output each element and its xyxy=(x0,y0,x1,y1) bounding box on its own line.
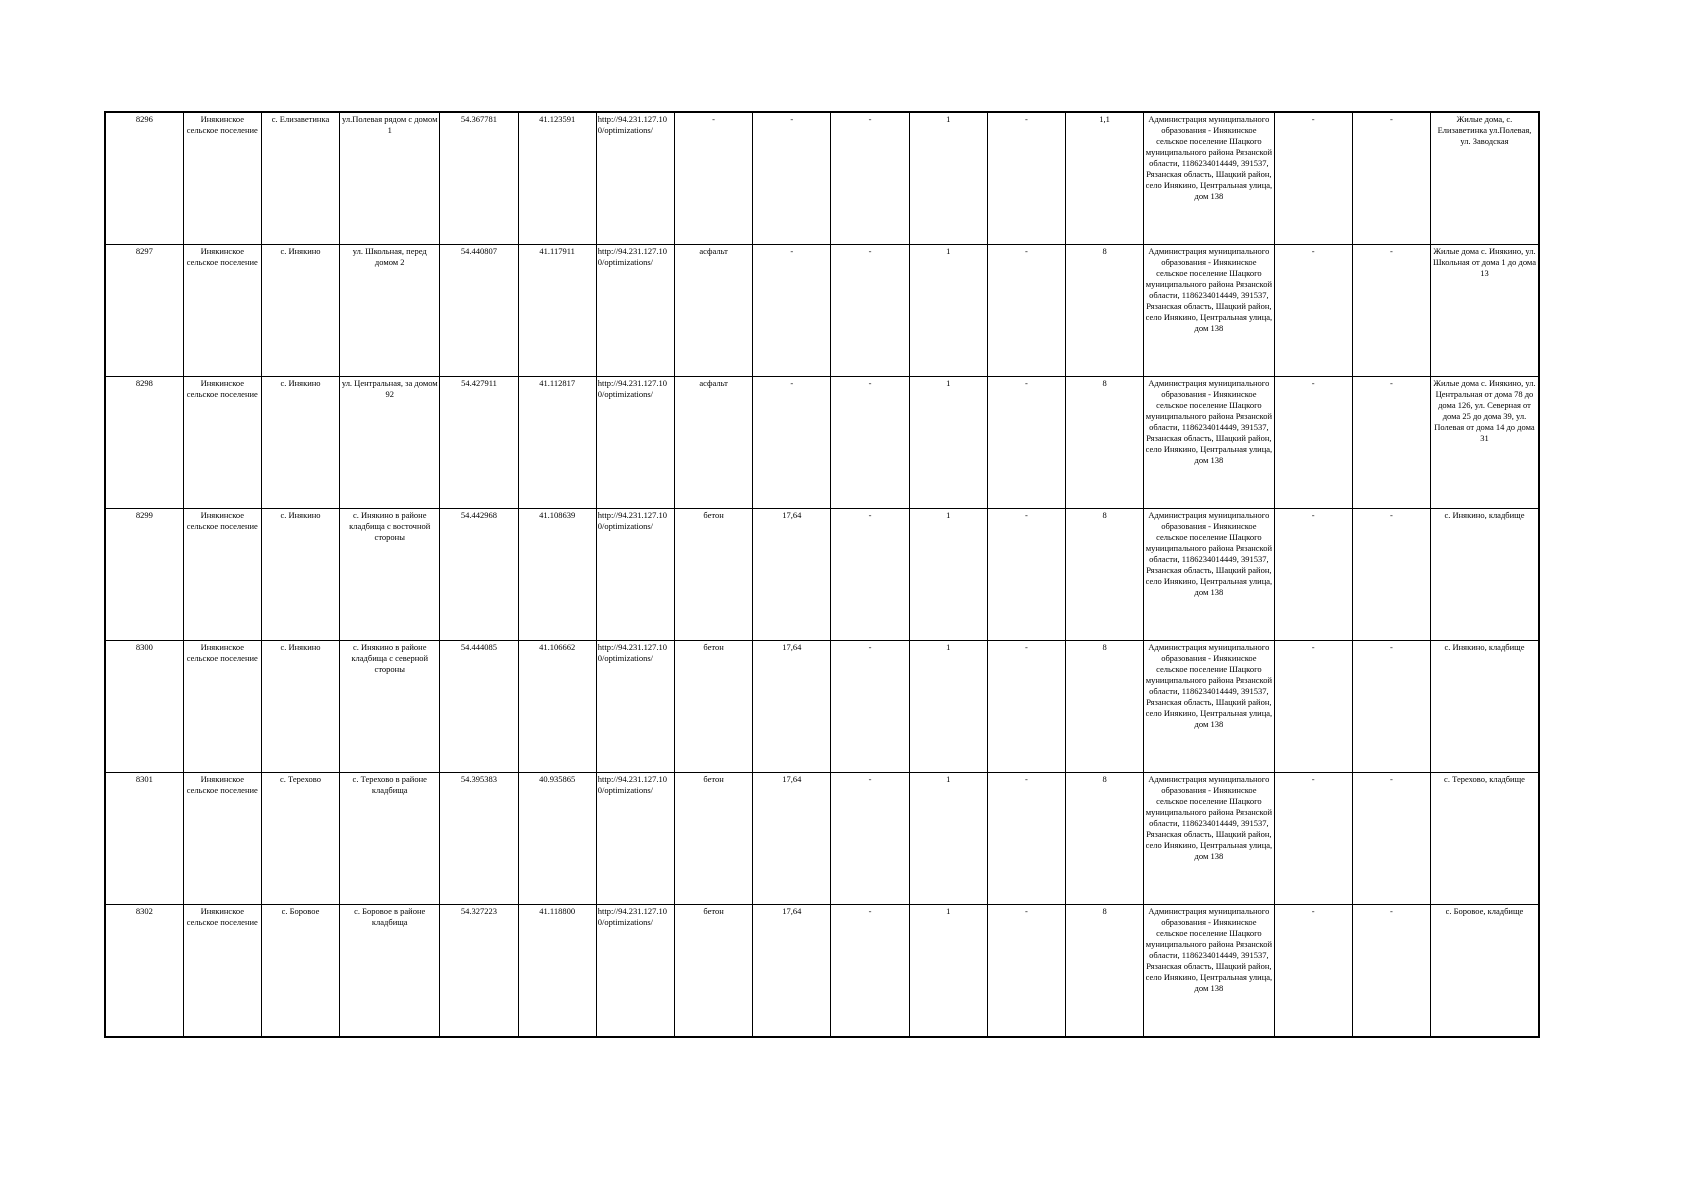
cell-col10: - xyxy=(831,245,909,377)
cell-latitude: 54.327223 xyxy=(440,905,518,1038)
cell-surface: - xyxy=(674,112,752,245)
cell-col10: - xyxy=(831,905,909,1038)
registry-table xyxy=(104,111,1540,1038)
cell-owner: Администрация муниципального образования - Инякинское сельское поселение Шацкого муниципального района Рязанской области, 1186234014449, 391537, Рязанская область, Шацкий район, село Инякино, Центральная улица, дом 138 xyxy=(1144,905,1274,1038)
cell-area: - xyxy=(753,245,831,377)
cell-col13: 8 xyxy=(1066,905,1144,1038)
cell-col16: - xyxy=(1352,773,1430,905)
cell-owner: Администрация муниципального образования - Инякинское сельское поселение Шацкого муниципального района Рязанской области, 1186234014449, 391537, Рязанская область, Шацкий район, село Инякино, Центральная улица, дом 138 xyxy=(1144,245,1274,377)
table-row xyxy=(105,112,1539,245)
cell-latitude: 54.427911 xyxy=(440,377,518,509)
cell-latitude: 54.367781 xyxy=(440,112,518,245)
cell-link: http://94.231.127.100/optimizations/ xyxy=(596,905,674,1038)
cell-locality: с. Инякино xyxy=(261,245,339,377)
cell-latitude: 54.442968 xyxy=(440,509,518,641)
cell-col12: - xyxy=(987,509,1065,641)
cell-col15: - xyxy=(1274,112,1352,245)
cell-col11: 1 xyxy=(909,905,987,1038)
cell-settlement: Инякинское сельское поселение xyxy=(183,773,261,905)
cell-area: 17,64 xyxy=(753,773,831,905)
cell-col16: - xyxy=(1352,377,1430,509)
cell-col13: 1,1 xyxy=(1066,112,1144,245)
cell-number: 8299 xyxy=(105,509,183,641)
cell-sources: с. Терехово, кладбище xyxy=(1430,773,1539,905)
cell-longitude: 41.123591 xyxy=(518,112,596,245)
cell-sources: Жилые дома, с. Елизаветинка ул.Полевая, ул. Заводская xyxy=(1430,112,1539,245)
cell-sources: Жилые дома с. Инякино, ул. Центральная от дома 78 до дома 126, ул. Северная от дома 25 до дома 39, ул. Полевая от дома 14 до дома 31 xyxy=(1430,377,1539,509)
cell-surface: бетон xyxy=(674,641,752,773)
cell-address: с. Терехово в районе кладбища xyxy=(340,773,440,905)
cell-area: - xyxy=(753,377,831,509)
cell-col16: - xyxy=(1352,112,1430,245)
cell-col12: - xyxy=(987,377,1065,509)
table-row xyxy=(105,641,1539,773)
cell-address: ул. Центральная, за домом 92 xyxy=(340,377,440,509)
cell-locality: с. Терехово xyxy=(261,773,339,905)
cell-col12: - xyxy=(987,773,1065,905)
cell-col16: - xyxy=(1352,641,1430,773)
cell-col11: 1 xyxy=(909,245,987,377)
cell-area: 17,64 xyxy=(753,905,831,1038)
cell-col10: - xyxy=(831,112,909,245)
cell-number: 8297 xyxy=(105,245,183,377)
cell-col15: - xyxy=(1274,773,1352,905)
table-row xyxy=(105,377,1539,509)
cell-col15: - xyxy=(1274,641,1352,773)
cell-longitude: 41.118800 xyxy=(518,905,596,1038)
cell-latitude: 54.395383 xyxy=(440,773,518,905)
cell-owner: Администрация муниципального образования - Инякинское сельское поселение Шацкого муниципального района Рязанской области, 1186234014449, 391537, Рязанская область, Шацкий район, село Инякино, Центральная улица, дом 138 xyxy=(1144,641,1274,773)
cell-locality: с. Боровое xyxy=(261,905,339,1038)
cell-col10: - xyxy=(831,509,909,641)
cell-col12: - xyxy=(987,245,1065,377)
cell-area: - xyxy=(753,112,831,245)
cell-col13: 8 xyxy=(1066,773,1144,905)
cell-sources: с. Инякино, кладбище xyxy=(1430,509,1539,641)
cell-surface: асфальт xyxy=(674,377,752,509)
cell-number: 8298 xyxy=(105,377,183,509)
cell-col10: - xyxy=(831,377,909,509)
cell-longitude: 41.108639 xyxy=(518,509,596,641)
cell-col12: - xyxy=(987,112,1065,245)
cell-owner: Администрация муниципального образования - Инякинское сельское поселение Шацкого муниципального района Рязанской области, 1186234014449, 391537, Рязанская область, Шацкий район, село Инякино, Центральная улица, дом 138 xyxy=(1144,112,1274,245)
table-row xyxy=(105,905,1539,1038)
cell-owner: Администрация муниципального образования - Инякинское сельское поселение Шацкого муниципального района Рязанской области, 1186234014449, 391537, Рязанская область, Шацкий район, село Инякино, Центральная улица, дом 138 xyxy=(1144,509,1274,641)
cell-address: ул.Полевая рядом с домом 1 xyxy=(340,112,440,245)
cell-col11: 1 xyxy=(909,112,987,245)
cell-number: 8301 xyxy=(105,773,183,905)
cell-longitude: 40.935865 xyxy=(518,773,596,905)
cell-col13: 8 xyxy=(1066,641,1144,773)
cell-locality: с. Инякино xyxy=(261,641,339,773)
cell-settlement: Инякинское сельское поселение xyxy=(183,112,261,245)
cell-col16: - xyxy=(1352,509,1430,641)
cell-sources: с. Инякино, кладбище xyxy=(1430,641,1539,773)
cell-address: с. Боровое в районе кладбища xyxy=(340,905,440,1038)
cell-locality: с. Инякино xyxy=(261,377,339,509)
cell-longitude: 41.106662 xyxy=(518,641,596,773)
cell-owner: Администрация муниципального образования - Инякинское сельское поселение Шацкого муниципального района Рязанской области, 1186234014449, 391537, Рязанская область, Шацкий район, село Инякино, Центральная улица, дом 138 xyxy=(1144,773,1274,905)
cell-link: http://94.231.127.100/optimizations/ xyxy=(596,641,674,773)
cell-surface: бетон xyxy=(674,905,752,1038)
cell-link: http://94.231.127.100/optimizations/ xyxy=(596,112,674,245)
cell-link: http://94.231.127.100/optimizations/ xyxy=(596,509,674,641)
cell-address: с. Инякино в районе кладбища с восточной стороны xyxy=(340,509,440,641)
cell-col10: - xyxy=(831,641,909,773)
cell-area: 17,64 xyxy=(753,641,831,773)
cell-latitude: 54.440807 xyxy=(440,245,518,377)
cell-area: 17,64 xyxy=(753,509,831,641)
cell-col15: - xyxy=(1274,905,1352,1038)
cell-settlement: Инякинское сельское поселение xyxy=(183,905,261,1038)
cell-col11: 1 xyxy=(909,773,987,905)
cell-col12: - xyxy=(987,905,1065,1038)
cell-latitude: 54.444085 xyxy=(440,641,518,773)
cell-col16: - xyxy=(1352,245,1430,377)
cell-longitude: 41.112817 xyxy=(518,377,596,509)
cell-settlement: Инякинское сельское поселение xyxy=(183,377,261,509)
cell-sources: с. Боровое, кладбище xyxy=(1430,905,1539,1038)
cell-locality: с. Инякино xyxy=(261,509,339,641)
cell-col12: - xyxy=(987,641,1065,773)
table-row xyxy=(105,773,1539,905)
cell-col13: 8 xyxy=(1066,509,1144,641)
cell-locality: с. Елизаветинка xyxy=(261,112,339,245)
cell-surface: бетон xyxy=(674,773,752,905)
cell-settlement: Инякинское сельское поселение xyxy=(183,641,261,773)
cell-link: http://94.231.127.100/optimizations/ xyxy=(596,377,674,509)
cell-settlement: Инякинское сельское поселение xyxy=(183,509,261,641)
cell-longitude: 41.117911 xyxy=(518,245,596,377)
table-row xyxy=(105,245,1539,377)
cell-address: ул. Школьная, перед домом 2 xyxy=(340,245,440,377)
cell-address: с. Инякино в районе кладбища с северной стороны xyxy=(340,641,440,773)
cell-surface: асфальт xyxy=(674,245,752,377)
cell-sources: Жилые дома с. Инякино, ул. Школьная от дома 1 до дома 13 xyxy=(1430,245,1539,377)
cell-link: http://94.231.127.100/optimizations/ xyxy=(596,773,674,905)
table-row xyxy=(105,509,1539,641)
cell-col11: 1 xyxy=(909,509,987,641)
cell-col11: 1 xyxy=(909,641,987,773)
cell-col11: 1 xyxy=(909,377,987,509)
cell-col16: - xyxy=(1352,905,1430,1038)
cell-col13: 8 xyxy=(1066,377,1144,509)
cell-surface: бетон xyxy=(674,509,752,641)
cell-settlement: Инякинское сельское поселение xyxy=(183,245,261,377)
cell-number: 8300 xyxy=(105,641,183,773)
cell-col15: - xyxy=(1274,377,1352,509)
cell-col10: - xyxy=(831,773,909,905)
cell-col15: - xyxy=(1274,509,1352,641)
cell-number: 8302 xyxy=(105,905,183,1038)
cell-col15: - xyxy=(1274,245,1352,377)
cell-link: http://94.231.127.100/optimizations/ xyxy=(596,245,674,377)
cell-number: 8296 xyxy=(105,112,183,245)
cell-owner: Администрация муниципального образования - Инякинское сельское поселение Шацкого муниципального района Рязанской области, 1186234014449, 391537, Рязанская область, Шацкий район, село Инякино, Центральная улица, дом 138 xyxy=(1144,377,1274,509)
cell-col13: 8 xyxy=(1066,245,1144,377)
